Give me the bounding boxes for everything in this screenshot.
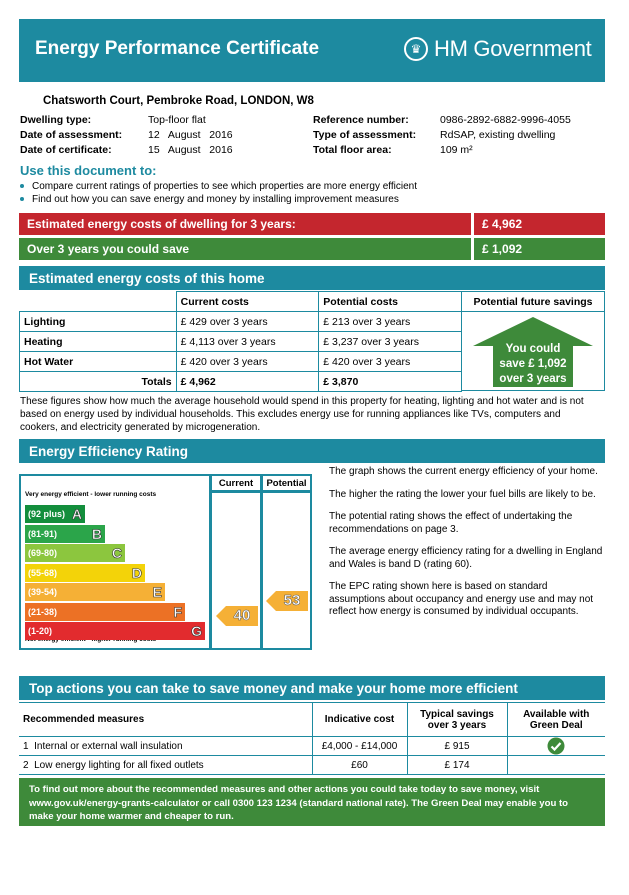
efficiency-band-c: (69-80) C — [25, 544, 125, 562]
cost-summary-value: £ 4,962 — [474, 213, 605, 235]
page-header — [19, 19, 605, 82]
bullet-icon — [20, 184, 24, 188]
bullet-icon — [20, 197, 24, 201]
actions-table — [19, 702, 605, 775]
reference-label: Reference number: — [313, 114, 409, 126]
actions-heading: Top actions you can take to save money and make your home more efficient — [19, 676, 605, 700]
col-future-savings: Potential future savings — [462, 292, 604, 312]
address: Chatsworth Court, Pembroke Road, LONDON, W8 — [43, 95, 314, 107]
table-row: Hot Water £ 420 over 3 years £ 420 over 3 years — [20, 352, 462, 372]
use-doc-bullet: Compare current ratings of properties to see which properties are more energy efficient — [20, 181, 417, 192]
use-doc-bullet: Find out how you can save energy and money by installing improvement measures — [20, 194, 399, 205]
dwelling-type-value: Top-floor flat — [148, 114, 206, 126]
actions-header-row — [19, 703, 605, 737]
potential-rating-value: 53 — [283, 592, 301, 610]
current-rating-value: 40 — [233, 606, 251, 624]
gov-text: HM Government — [434, 36, 592, 61]
costs-table — [19, 291, 462, 392]
crest-icon: ♛ — [404, 37, 428, 61]
totals-row: Totals £ 4,962 £ 3,870 — [20, 372, 462, 392]
future-savings-box — [462, 291, 605, 391]
efficiency-band-b: (81-91) B — [25, 525, 105, 543]
potential-rating-arrow — [266, 591, 308, 611]
certificate-date-value: 15 August 2016 — [148, 144, 233, 156]
col-potential-rating: Potential — [266, 478, 307, 489]
current-rating-arrow — [216, 606, 258, 626]
table-row: 2 Low energy lighting for all fixed outlets £60 £ 174 — [19, 756, 605, 775]
col-measures: Recommended measures — [19, 703, 312, 737]
col-cost: Indicative cost — [312, 703, 407, 737]
efficiency-explanation: The graph shows the current energy efficiency of your home. The higher the rating the lower your fuel bills are likely to be. The potential rating shows the effect of undertaking the recommendations on page 3. The average energy efficiency rating for a dwelling in England and Wales is band D (rating 60). The EPC rating shown here is based on standard assumptions about occupancy and energy use and may not reflect how energy is consumed by individual occupants. — [329, 466, 603, 617]
efficiency-chart — [19, 474, 312, 650]
reference-value: 0986-2892-6882-9996-4055 — [440, 114, 571, 126]
savings-arrow-text: You could save £ 1,092 over 3 years — [499, 343, 567, 385]
page-title: Energy Performance Certificate — [35, 38, 320, 59]
efficiency-band-e: (39-54) E — [25, 583, 165, 601]
costs-heading: Estimated energy costs of this home — [19, 266, 605, 290]
efficiency-band-f: (21-38) F — [25, 603, 185, 621]
col-current-rating: Current — [218, 478, 254, 489]
floor-area-value: 109 m² — [440, 144, 473, 156]
costs-note: These figures show how much the average household would spend in this property for heating, lighting and hot water and is not based on energy used by individual households. This excludes energy use for running appliances like TVs, computers and cookers, and electricity generated by microgeneration. — [20, 396, 584, 433]
save-summary-label: Over 3 years you could save — [19, 238, 471, 260]
save-summary-value: £ 1,092 — [474, 238, 605, 260]
col-green-deal: Available with Green Deal — [507, 703, 605, 737]
dwelling-type-label: Dwelling type: — [20, 114, 92, 126]
assessment-type-value: RdSAP, existing dwelling — [440, 129, 556, 141]
cost-summary-label: Estimated energy costs of dwelling for 3 years: — [19, 213, 471, 235]
efficiency-heading: Energy Efficiency Rating — [19, 439, 605, 463]
table-row: 1 Internal or external wall insulation £4,000 - £14,000 £ 915 — [19, 737, 605, 756]
assessment-date-label: Date of assessment: — [20, 129, 123, 141]
footer-info: To find out more about the recommended measures and other actions you could take today to save money, visit www.gov.uk/energy-grants-calculator or call 0300 123 1234 (standard national rate). The Green Deal may enable you to make your home warmer and cheaper to run. — [19, 778, 605, 826]
green-deal-check-icon — [547, 737, 565, 755]
assessment-date-value: 12 August 2016 — [148, 129, 233, 141]
col-current-costs: Current costs — [176, 292, 319, 312]
efficiency-band-g: (1-20) G — [25, 622, 205, 640]
efficiency-band-a: (92 plus) A — [25, 505, 85, 523]
floor-area-label: Total floor area: — [313, 144, 392, 156]
efficiency-band-d: (55-68) D — [25, 564, 145, 582]
certificate-date-label: Date of certificate: — [20, 144, 112, 156]
use-doc-heading: Use this document to: — [20, 163, 157, 178]
col-potential-costs: Potential costs — [319, 292, 462, 312]
efficient-note: Very energy efficient - lower running costs — [25, 491, 157, 498]
col-savings: Typical savings over 3 years — [407, 703, 507, 737]
table-row: Heating £ 4,113 over 3 years £ 3,237 over 3 years — [20, 332, 462, 352]
costs-header-row — [20, 292, 462, 312]
assessment-type-label: Type of assessment: — [313, 129, 417, 141]
hm-government-logo — [404, 36, 591, 62]
table-row: Lighting £ 429 over 3 years £ 213 over 3 years — [20, 312, 462, 332]
